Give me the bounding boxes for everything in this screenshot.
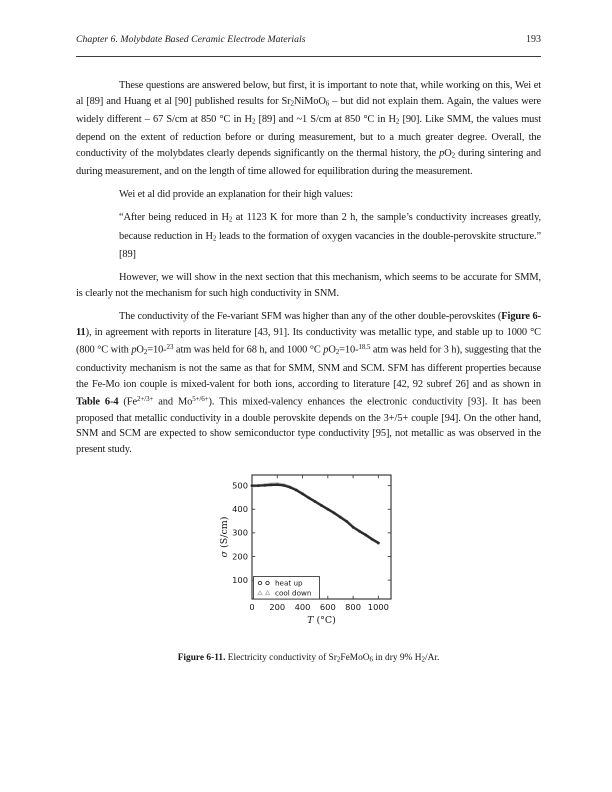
text-run: 2 [143,348,148,357]
text-run: ), in agreement with reports in literature [43, 91]. Its conductivity was metallic type, and stable up to 1000 °C (800 °C with [76,326,541,356]
text-run: 2 [395,117,400,126]
series-circle [252,484,378,542]
x-tick-label: 0 [249,601,255,612]
data-point [289,486,292,489]
y-tick-label: 200 [232,551,248,562]
text-run: p [439,147,445,159]
text-run: However, we will show in the next section that this mechanism, which seems to be accurate for SMM, is clearly not the mechanism for such high conductivity in SNM. [76,272,541,299]
page-content [76,34,541,665]
text-run: p [131,344,137,356]
data-point [295,488,298,491]
text-run: ). This mixed-valency enhances the electronic conductivity [93]. It has been proposed that metallic conductivity in a double perovskite depends on the 3+/5+ couple [94]. On the other hand, SNM and SCM are expected to show semiconductor type conductivity [95], not metallic as was observed in the present study. [76,396,541,456]
body-text [76,78,541,458]
text-run: FeMoO [340,652,370,663]
data-point [276,483,279,486]
y-tick-label: 500 [232,480,248,491]
data-point [301,492,304,495]
text-run: 6 [369,655,374,664]
text-run: O [444,147,452,159]
text-run: Figure 6-11. [177,652,226,663]
data-point [251,484,254,487]
text-run: 2 [228,215,233,224]
text-run: 2 [251,117,256,126]
page-header [76,34,541,45]
data-point [326,508,329,511]
conductivity-chart [215,468,437,640]
y-tick-label: 400 [232,503,248,514]
data-point [282,484,285,487]
text-run: [89] and ~1 S/cm at 850 °C in H [255,113,396,125]
text-run: during sintering and during measurement, and on the length of time allowed for equilibration during the measurement. [76,147,542,178]
text-run: and Mo [153,396,193,408]
page-number: 193 [526,34,541,45]
running-header-title: Chapter 6. Molybdate Based Ceramic Electrode Materials [76,34,306,45]
y-tick-label: 100 [232,574,248,585]
data-point [371,538,374,541]
data-point [307,496,310,499]
text-run: 2 [451,151,456,160]
text-run: =10- [147,344,167,356]
header-divider [76,56,541,57]
text-run: 2 [335,348,340,357]
blockquote-wei [119,210,541,262]
text-run: The conductivity of the Fe-variant SFM was higher than any of the other double-perovskites ( [119,310,502,322]
paragraph-overview [76,78,541,180]
y-axis-label: σ (S/cm) [219,516,230,558]
y-tick-label: 300 [232,527,248,538]
text-run: (Fe [118,396,137,408]
text-run: atm was held for 68 h, and 1000 °C [173,344,324,356]
data-point [320,504,323,507]
text-run: Figure 6-11 [76,310,541,338]
text-run: [90]. Like SMM, the values must depend on the extent of reduction before or during measurement, but to a much greater degree. Overall, the conductivity of the molybdates clearly depends significantly on the thermal history, the [76,113,542,159]
text-run: Wei et al did provide an explanation for their high values: [119,189,353,201]
text-run: p [323,344,329,356]
text-run: Electricity conductivity of Sr [225,652,337,663]
text-run: at 1123 K for more than 2 h, the sample’s conductivity increases greatly, because reduction in H [119,212,541,242]
data-point [270,483,273,486]
text-run: O [328,344,336,356]
x-tick-label: 400 [294,601,311,612]
paragraph-sfm [76,309,541,458]
x-tick-label: 600 [319,601,336,612]
x-tick-label: 1000 [367,601,389,612]
data-point [314,500,317,503]
chart-wrap [215,468,437,645]
data-point [358,530,361,533]
text-run: atm was held for 3 h), suggesting that the conductivity mechanism is not the same as that for SMM, SNM and SCM. SFM has different properties because the Fe-Mo ion couple is mixed-valent for both ions, according to literature [42, 92 subref 26] and as shown in [76,344,541,390]
paragraph-however [76,270,541,301]
data-point [339,516,342,519]
data-point [333,511,336,514]
text-run: 2 [290,99,294,108]
text-run: “After being reduced in H [119,212,229,224]
text-run: 2 [212,234,217,243]
text-run: 5+/6+ [192,395,209,404]
series-triangle [252,484,378,543]
legend-label: heat up [275,578,303,588]
paragraph-wei-intro [76,187,541,203]
figure-6-11 [76,468,541,666]
data-point [345,520,348,523]
data-point [352,526,355,529]
text-run: NiMoO [293,95,326,107]
text-run: =10- [339,344,359,356]
text-run: /Ar. [424,652,440,663]
text-run: – but did not explain them. Again, the values were widely different – 67 S/cm at 850 °C in H [76,95,541,125]
x-axis-label: T (°C) [307,614,336,626]
text-run: in dry 9% H [373,652,422,663]
text-run: O [136,344,144,356]
x-tick-label: 800 [345,601,362,612]
figure-caption [76,652,541,666]
data-point [377,541,380,544]
text-run: Table 6-4 [76,396,119,408]
text-run: 2+/3+ [136,395,154,404]
text-run: These questions are answered below, but first, it is important to note that, while working on this, Wei et al [89] and Huang et al [90] published results for Sr [76,80,541,107]
x-tick-label: 200 [269,601,286,612]
text-run: leads to the formation of oxygen vacancies in the double-perovskite structure.” [89] [119,230,541,260]
text-run: 18.5 [358,343,371,352]
data-point [257,484,260,487]
text-run: 23 [166,343,174,352]
text-run: 2 [421,655,425,664]
text-run: 2 [336,655,341,664]
data-point [364,533,367,536]
text-run: 6 [325,99,330,108]
legend-label: cool down [275,588,312,598]
data-point [263,484,266,487]
